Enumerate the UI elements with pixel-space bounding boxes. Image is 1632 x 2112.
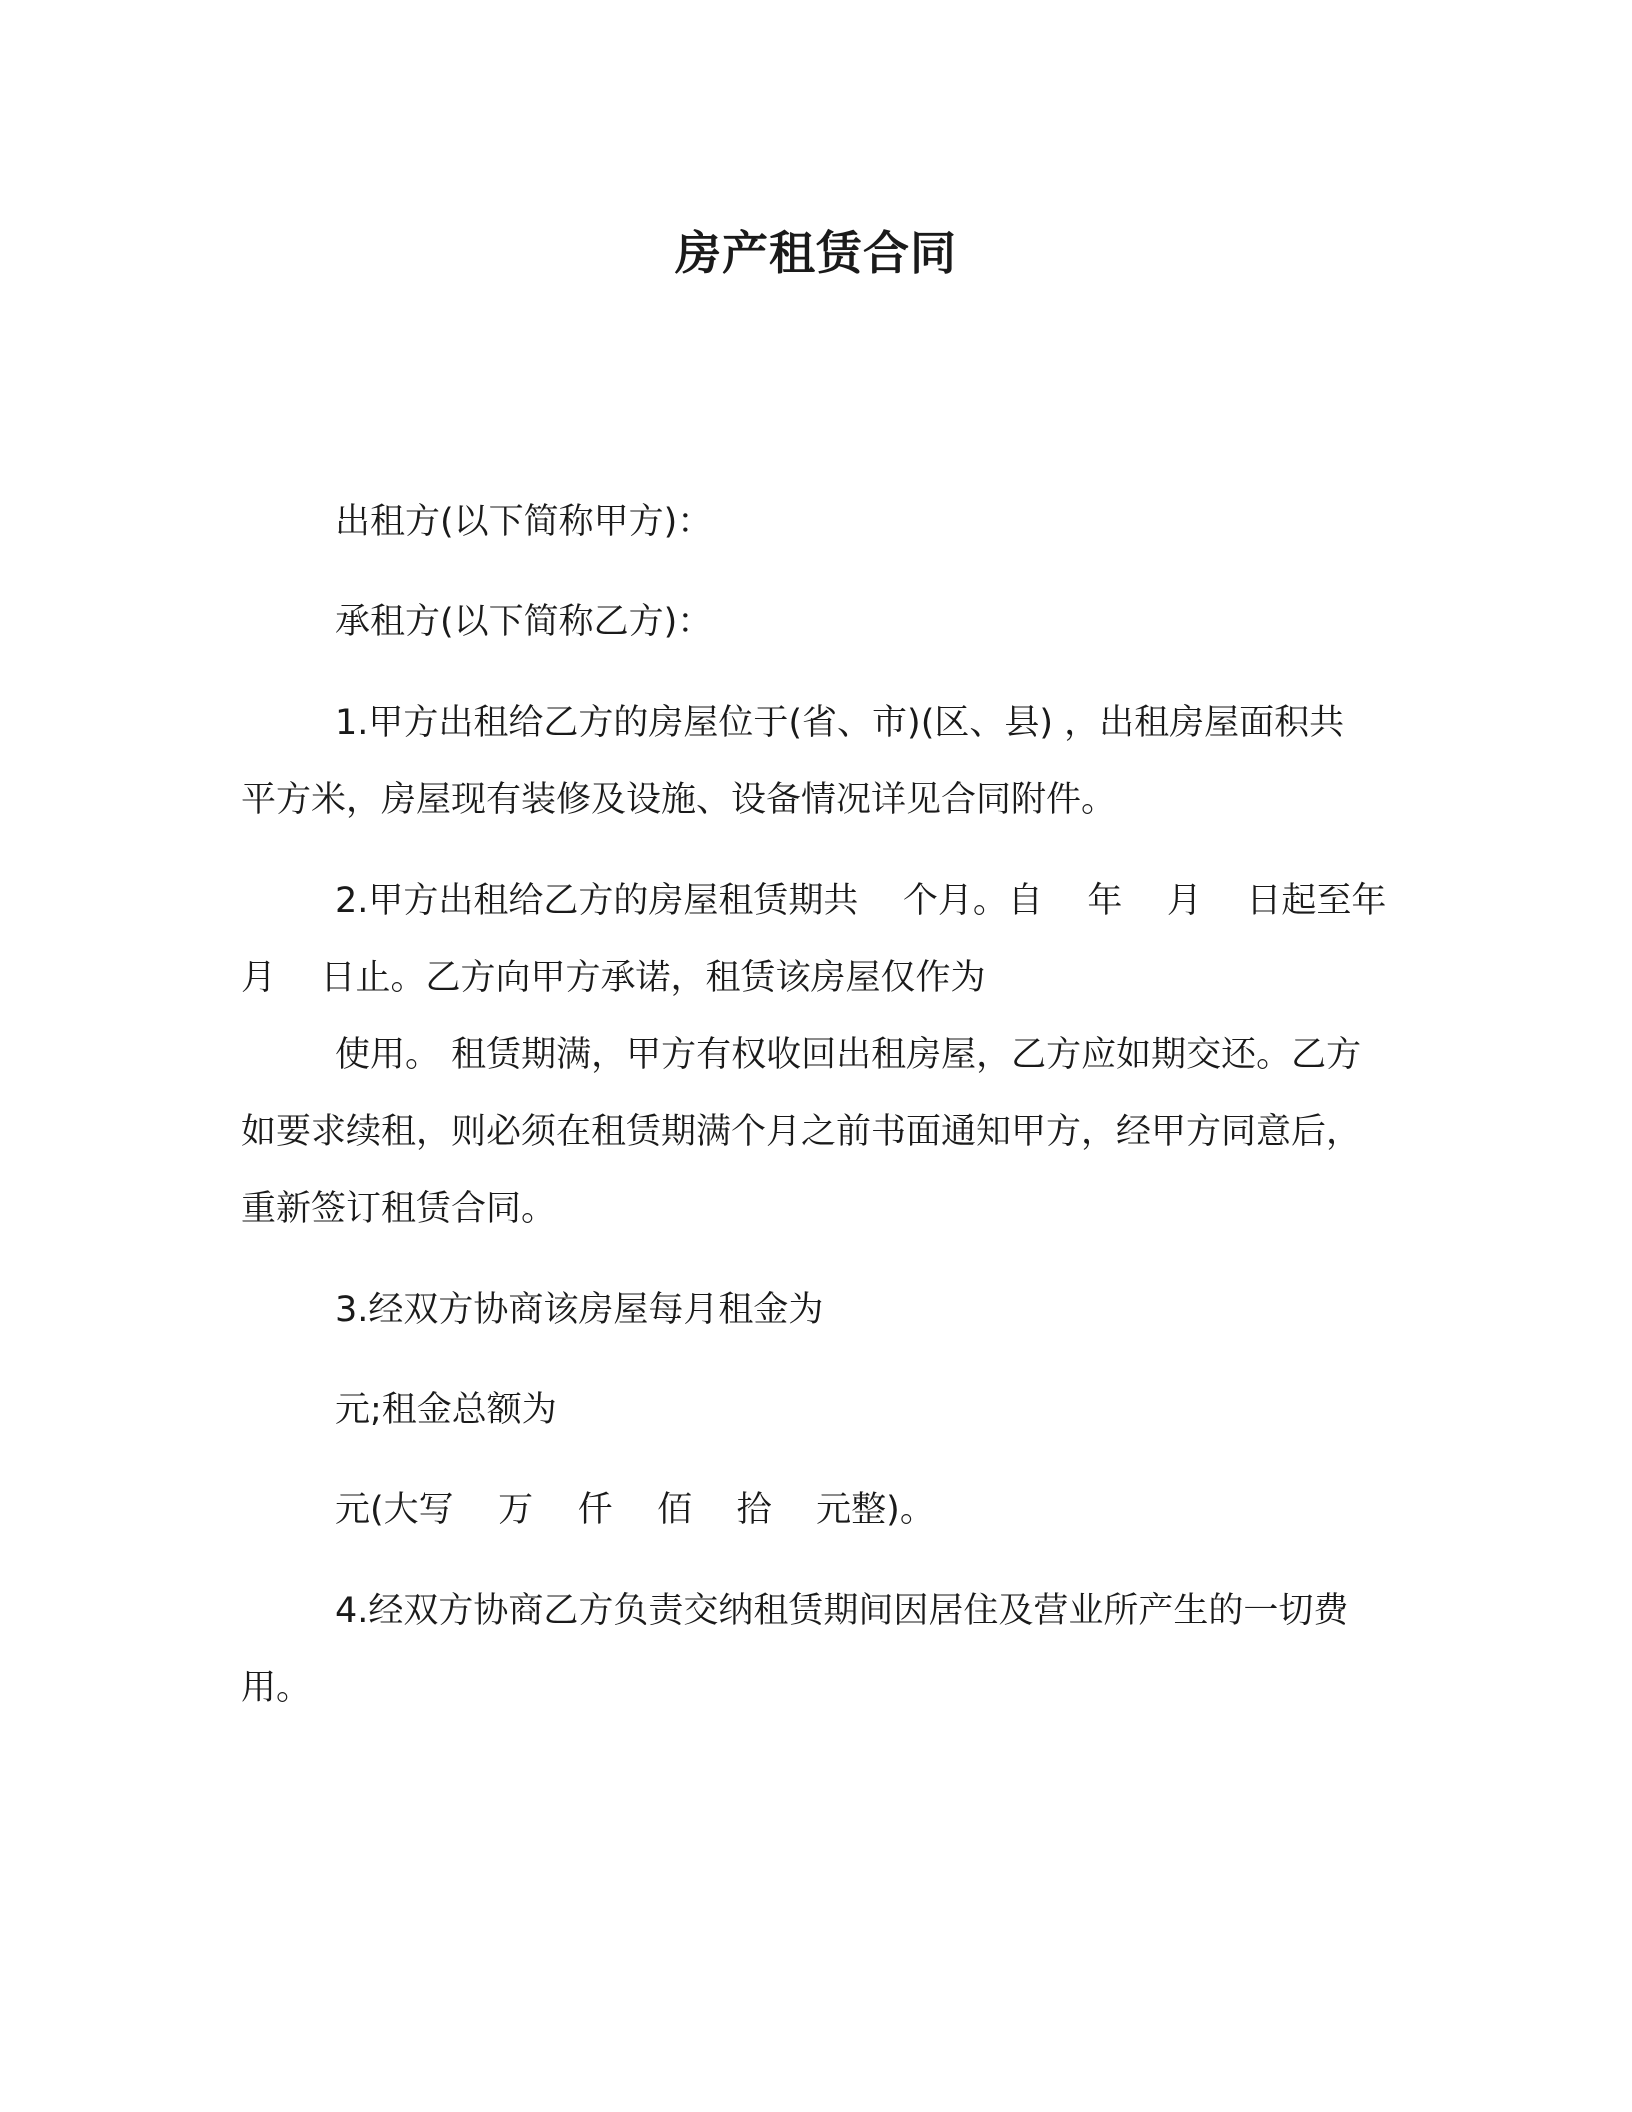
clause-2-continued: 使用。 租赁期满，甲方有权收回出租房屋，乙方应如期交还。乙方如要求续租，则必须在租赁期满个月之前书面通知甲方，经甲方同意后，重新签订租赁合同。 [241, 1035, 1362, 1229]
clause-2: 2.甲方出租给乙方的房屋租赁期共 个月。自 年 月 日起至年 月 日止。乙方向甲方承诺，租赁该房屋仅作为 [241, 881, 1431, 998]
document-title: 房产租赁合同 [675, 226, 957, 280]
clause-1: 1.甲方出租给乙方的房屋位于(省、市)(区、县) ，出租房屋面积共 平方米，房屋现有装修及设施、设备情况详见合同附件。 [241, 703, 1389, 820]
lessee-line: 承租方(以下简称乙方)： [335, 602, 713, 642]
clause-3: 3.经双方协商该房屋每月租金为 [335, 1290, 824, 1330]
lessor-line: 出租方(以下简称甲方)： [335, 502, 713, 542]
clause-3-amount-in-words: 元(大写 万 仟 佰 拾 元整)。 [335, 1490, 935, 1530]
document-body [241, 484, 1431, 1727]
clause-3-total: 元;租金总额为 [335, 1390, 557, 1430]
clause-4: 4.经双方协商乙方负责交纳租赁期间因居住及营业所产生的一切费用。 [241, 1591, 1349, 1708]
